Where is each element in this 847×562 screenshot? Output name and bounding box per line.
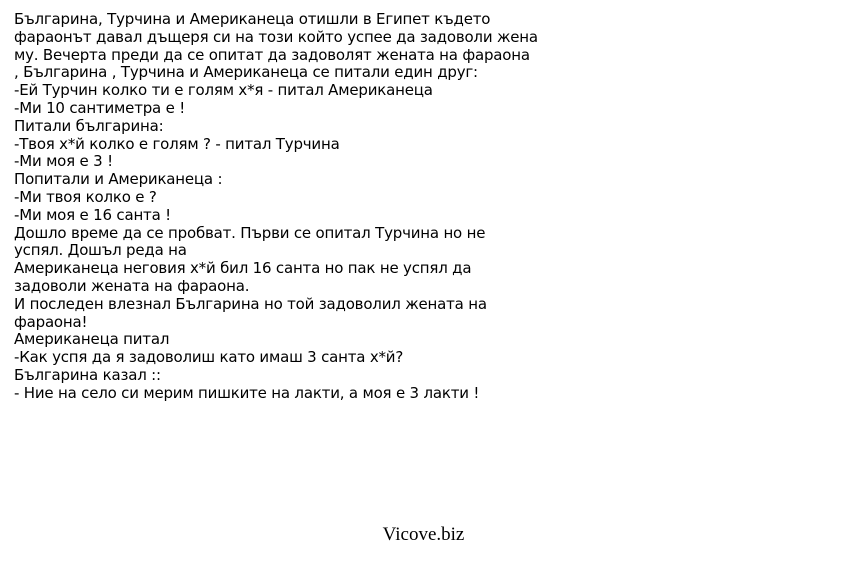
joke-line: -Ми моя е 16 санта ! — [14, 205, 171, 224]
joke-line: Питали българина: — [14, 116, 164, 135]
joke-line: Попитали и Американеца : — [14, 170, 223, 189]
joke-line: Българина, Турчина и Американеца отишли в Египет където — [14, 10, 491, 28]
joke-line: - Ние на село си мерим пишките на лакти, а моя е 3 лакти ! — [14, 383, 480, 402]
joke-line: Американеца неговия х*й бил 16 санта но пак не успял да — [14, 259, 472, 278]
joke-line: И последен влезнал Българина но той задоволил жената на — [14, 294, 487, 313]
joke-line: задоволи жената на фараона. — [14, 276, 250, 295]
site-watermark: Vicove.biz — [382, 524, 465, 545]
joke-line: , Българина , Турчина и Американеца се питали един друг: — [14, 63, 478, 82]
joke-line: -Ми моя е 3 ! — [14, 152, 113, 171]
joke-line: -Твоя х*й колко е голям ? - питал Турчина — [14, 134, 340, 153]
joke-line: фараонът давал дъщеря си на този който успее да задоволи жена — [14, 27, 538, 46]
joke-line: му. Вечерта преди да се опитат да задоволят жената на фараона — [14, 45, 530, 64]
joke-text — [14, 11, 574, 403]
joke-line: -Ми твоя колко е ? — [14, 187, 157, 206]
joke-line: Американеца питал — [14, 330, 170, 349]
joke-line: Дошло време да се пробват. Първи се опитал Турчина но не — [14, 223, 486, 242]
joke-line: -Как успя да я задоволиш като имаш 3 санта х*й? — [14, 348, 404, 367]
joke-line: -Ми 10 сантиметра е ! — [14, 98, 186, 117]
joke-line: фараона! — [14, 312, 88, 331]
joke-line: Българина казал :: — [14, 365, 161, 384]
joke-line: успял. Дошъл реда на — [14, 241, 187, 260]
joke-line: -Ей Турчин колко ти е голям х*я - питал Американеца — [14, 81, 433, 100]
